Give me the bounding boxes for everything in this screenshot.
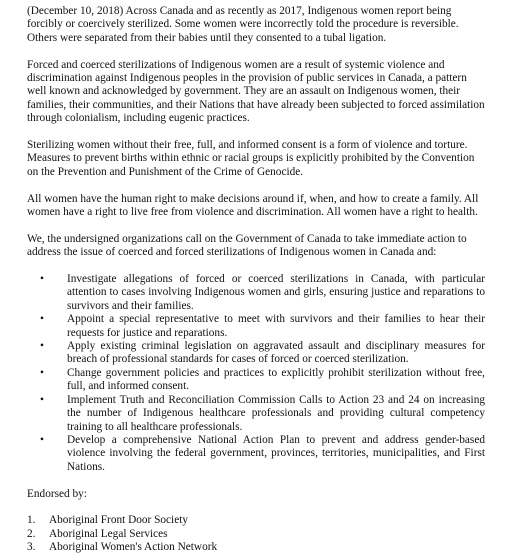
endorser-item [27, 514, 485, 527]
endorser-number: 1. [27, 514, 36, 527]
paragraph-consent: Sterilizing women without their free, full, and informed consent is a form of violence and torture. Measures to prevent births within ethnic or racial groups is explicitly prohibited by the Convention on the Prevention and Punishment of the Crime of Genocide. [27, 139, 475, 178]
document-page [27, 5, 485, 555]
paragraph-intro: (December 10, 2018) Across Canada and as recently as 2017, Indigenous women report being forcibly or coercively sterilized. Some women were incorrectly told the procedure is reversible. Others were separated from their babies until they consented to a tubal ligation. [27, 5, 459, 44]
list-item [27, 367, 485, 394]
endorsed-by-label: Endorsed by: [27, 487, 87, 500]
bullet-symbol: • [40, 313, 44, 326]
bullet-symbol: • [40, 340, 44, 353]
endorser-name: Aboriginal Legal Services [49, 527, 168, 540]
list-item-text: Implement Truth and Reconciliation Commission Calls to Action 23 and 24 on increasing the number of Indigenous healthcare professionals and providing cultural competency training to all healthcare professionals. [67, 393, 485, 433]
demands-list [27, 273, 485, 474]
list-item [27, 273, 485, 313]
list-item-text: Investigate allegations of forced or coerced sterilizations in Canada, with particular attention to cases involving Indigenous women and girls, ensuring justice and reparations to survivors and their families. [67, 273, 485, 312]
endorser-item [27, 541, 485, 554]
list-item-text: Apply existing criminal legislation on aggravated assault and disciplinary measures for breach of professional standards for cases of forced or coerced sterilization. [67, 340, 485, 366]
paragraph-systemic-violence: Forced and coerced sterilizations of Indigenous women are a result of systemic violence and discrimination against Indigenous peoples in the provision of public services in Canada, a pattern well known and acknowledged by government. They are an assault on Indigenous women, their families, their communities, and their Nations that have already been subjected to forced assimilation through colonialism, including eugenic practices. [27, 58, 485, 125]
bullet-symbol: • [40, 393, 44, 406]
list-item [27, 313, 485, 340]
endorser-number: 3. [27, 541, 36, 554]
bullet-symbol: • [40, 366, 44, 379]
paragraph-human-rights: All women have the human right to make decisions around if, when, and how to create a family. All women have a right to live free from violence and discrimination. All women have a right to health. [27, 192, 479, 219]
paragraph-call-to-action: We, the undersigned organizations call on the Government of Canada to take immediate action to address the issue of coerced and forced sterilizations of Indigenous women in Canada and: [27, 232, 467, 259]
endorser-item [27, 528, 485, 541]
endorser-name: Aboriginal Front Door Society [49, 514, 188, 527]
list-item-text: Change government policies and practices to explicitly prohibit sterilization without free, full, and informed consent. [67, 366, 485, 393]
endorsers-list [27, 514, 485, 554]
list-item [27, 434, 485, 474]
bullet-symbol: • [40, 433, 44, 446]
bullet-symbol: • [40, 273, 44, 286]
list-item [27, 394, 485, 434]
endorser-number: 2. [27, 527, 36, 540]
list-item-text: Appoint a special representative to meet with survivors and their families to hear their requests for justice and reparations. [67, 313, 485, 339]
endorser-name: Aboriginal Women's Action Network [49, 541, 218, 554]
list-item-text: Develop a comprehensive National Action Plan to prevent and address gender-based violence involving the federal government, provinces, territories, municipalities, and First Nations. [67, 433, 485, 473]
list-item [27, 340, 485, 367]
